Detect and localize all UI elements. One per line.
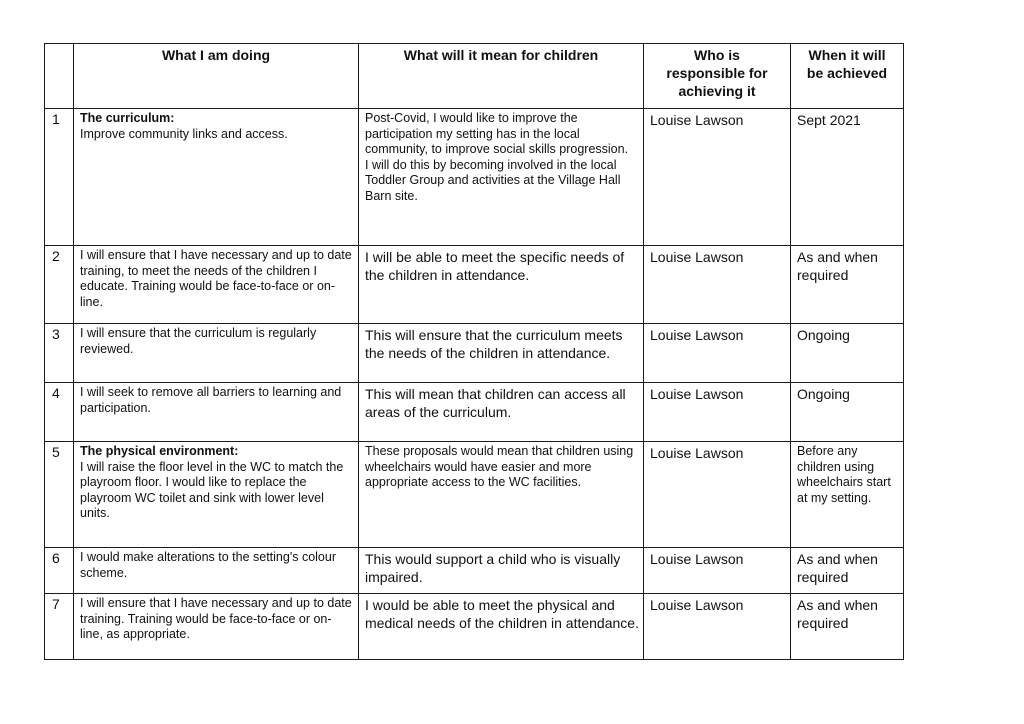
- cell-meaning: This will mean that children can access all areas of the curriculum.: [359, 383, 644, 442]
- row-number: 3: [45, 324, 74, 383]
- row-number: 2: [45, 246, 74, 324]
- table-row: [45, 109, 904, 246]
- header-responsible-line: responsible for: [666, 65, 768, 81]
- header-row: [45, 44, 904, 109]
- table-row: [45, 548, 904, 594]
- cell-meaning: I will be able to meet the specific needs of the children in attendance.: [359, 246, 644, 324]
- cell-when: As and when required: [791, 548, 904, 594]
- row-number: 7: [45, 594, 74, 660]
- cell-responsible: Louise Lawson: [644, 548, 791, 594]
- table-row: [45, 442, 904, 548]
- cell-when: Ongoing: [791, 383, 904, 442]
- cell-when: Before any children using wheelchairs start at my setting.: [791, 442, 904, 548]
- cell-responsible: Louise Lawson: [644, 324, 791, 383]
- meaning-text: I will do this by becoming involved in the local Toddler Group and activities at the Village Hall Barn site.: [365, 157, 621, 203]
- header-when-line: be achieved: [806, 65, 888, 81]
- cell-meaning: This would support a child who is visually impaired.: [359, 548, 644, 594]
- doing-text: Improve community links and access.: [80, 126, 288, 141]
- cell-doing: [74, 442, 359, 548]
- cell-when: As and when required: [791, 246, 904, 324]
- cell-responsible: Louise Lawson: [644, 442, 791, 548]
- header-what-it-means: What will it mean for children: [359, 44, 644, 109]
- cell-doing: I will ensure that I have necessary and up to date training. Training would be face-to-face or on-line, as appropriate.: [74, 594, 359, 660]
- cell-doing: I will seek to remove all barriers to learning and participation.: [74, 383, 359, 442]
- header-responsible-line: Who is: [694, 47, 740, 63]
- cell-when: Sept 2021: [791, 109, 904, 246]
- table-row: [45, 324, 904, 383]
- cell-meaning: This will ensure that the curriculum meets the needs of the children in attendance.: [359, 324, 644, 383]
- header-responsible-line: achieving it: [678, 83, 756, 99]
- cell-responsible: Louise Lawson: [644, 109, 791, 246]
- cell-responsible: Louise Lawson: [644, 383, 791, 442]
- row-number: 1: [45, 109, 74, 246]
- table-row: [45, 246, 904, 324]
- row-number: 4: [45, 383, 74, 442]
- section-title: The curriculum:: [80, 111, 175, 125]
- row-number: 5: [45, 442, 74, 548]
- cell-doing: I would make alterations to the setting's colour scheme.: [74, 548, 359, 594]
- row-number: 6: [45, 548, 74, 594]
- cell-when: Ongoing: [791, 324, 904, 383]
- header-when-line: When it will: [808, 47, 886, 63]
- header-what-i-am-doing: What I am doing: [74, 44, 359, 109]
- section-title: The physical environment:: [80, 444, 239, 458]
- cell-doing: I will ensure that I have necessary and up to date training, to meet the needs of the children I educate. Training would be face-to-face or on-line.: [74, 246, 359, 324]
- header-number: [45, 44, 74, 109]
- cell-meaning: These proposals would mean that children using wheelchairs would have easier and more appropriate access to the WC facilities.: [359, 442, 644, 548]
- cell-meaning: [359, 109, 644, 246]
- header-responsible: [644, 44, 791, 109]
- meaning-text: Post-Covid, I would like to improve the participation my setting has in the local community, to improve social skills progression.: [365, 111, 629, 156]
- accessibility-plan-table: [44, 43, 904, 660]
- doing-text: I will raise the floor level in the WC to match the playroom floor. I would like to replace the playroom WC toilet and sink with lower level units.: [80, 459, 344, 520]
- cell-responsible: Louise Lawson: [644, 594, 791, 660]
- header-when-achieved: [791, 44, 904, 109]
- cell-doing: I will ensure that the curriculum is regularly reviewed.: [74, 324, 359, 383]
- cell-doing: [74, 109, 359, 246]
- cell-responsible: Louise Lawson: [644, 246, 791, 324]
- cell-when: As and when required: [791, 594, 904, 660]
- table-row: [45, 383, 904, 442]
- table-row: [45, 594, 904, 660]
- cell-meaning: I would be able to meet the physical and medical needs of the children in attendance.: [359, 594, 644, 660]
